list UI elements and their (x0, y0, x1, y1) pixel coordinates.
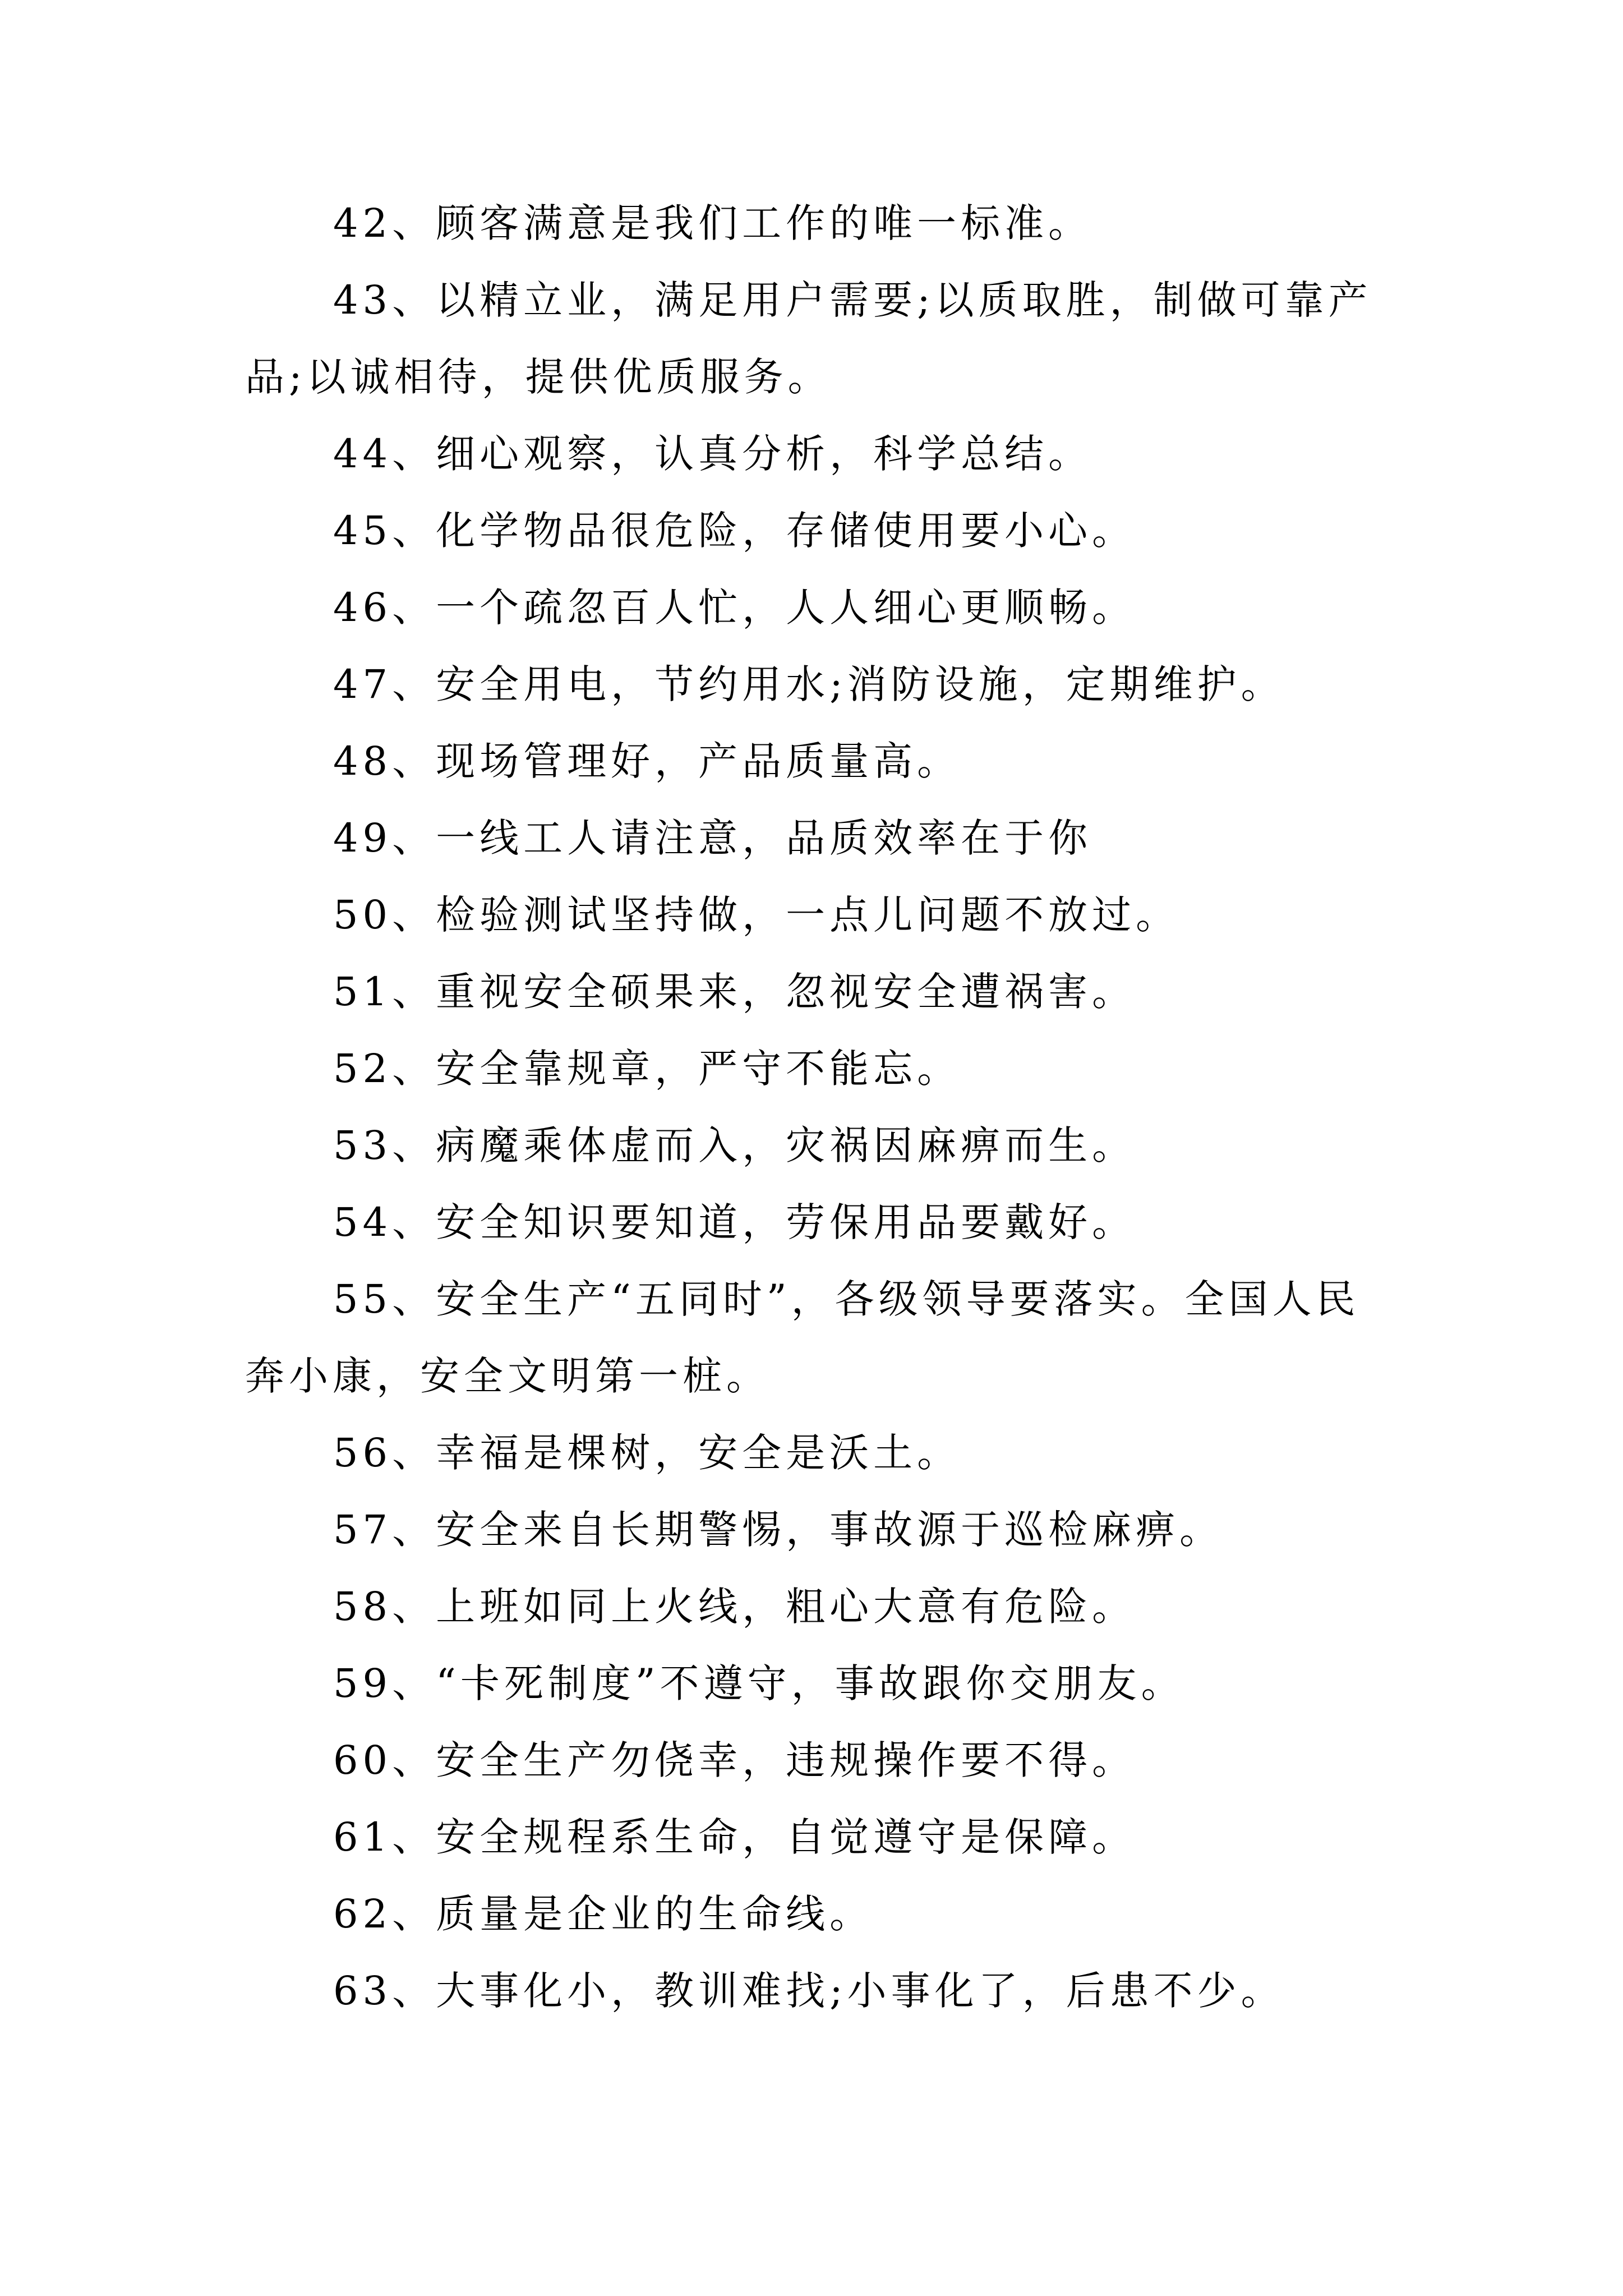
paragraph-46: 46、一个疏忽百人忙，人人细心更顺畅。 (333, 585, 1136, 631)
paragraph-52: 52、安全靠规章，严守不能忘。 (333, 1046, 961, 1092)
paragraph-63: 63、大事化小，教训难找;小事化了，后患不少。 (333, 1968, 1285, 2014)
paragraph-61: 61、安全规程系生命，自觉遵守是保障。 (333, 1814, 1136, 1860)
paragraph-54: 54、安全知识要知道，劳保用品要戴好。 (333, 1199, 1136, 1245)
paragraph-55: 55、安全生产“五同时”，各级领导要落实。全国人民奔小康，安全文明第一桩。 (245, 1276, 1360, 1399)
paragraph-60: 60、安全生产勿侥幸，违规操作要不得。 (333, 1737, 1136, 1783)
paragraph-48: 48、现场管理好，产品质量高。 (333, 738, 961, 784)
paragraph-44: 44、细心观察，认真分析，科学总结。 (333, 431, 1092, 477)
paragraph-62: 62、质量是企业的生命线。 (333, 1891, 874, 1937)
paragraph-45: 45、化学物品很危险，存储使用要小心。 (333, 508, 1136, 554)
paragraph-53: 53、病魔乘体虚而入，灾祸因麻痹而生。 (333, 1122, 1136, 1168)
document-body (245, 185, 1395, 2030)
paragraph-42: 42、顾客满意是我们工作的唯一标准。 (333, 200, 1092, 246)
paragraph-51: 51、重视安全硕果来，忽视安全遭祸害。 (333, 969, 1136, 1015)
paragraph-57: 57、安全来自长期警惕，事故源于巡检麻痹。 (333, 1507, 1224, 1553)
paragraph-59: 59、“卡死制度”不遵守，事故跟你交朋友。 (333, 1660, 1185, 1706)
paragraph-47: 47、安全用电，节约用水;消防设施，定期维护。 (333, 661, 1285, 707)
paragraph-58: 58、上班如同上火线，粗心大意有危险。 (333, 1584, 1136, 1630)
paragraph-49: 49、一线工人请注意，品质效率在于你 (333, 815, 1092, 861)
paragraph-56: 56、幸福是棵树，安全是沃土。 (333, 1430, 961, 1476)
paragraph-50: 50、检验测试坚持做，一点儿问题不放过。 (333, 892, 1180, 938)
paragraph-43: 43、以精立业，满足用户需要;以质取胜，制做可靠产品;以诚相待，提供优质服务。 (245, 277, 1372, 400)
